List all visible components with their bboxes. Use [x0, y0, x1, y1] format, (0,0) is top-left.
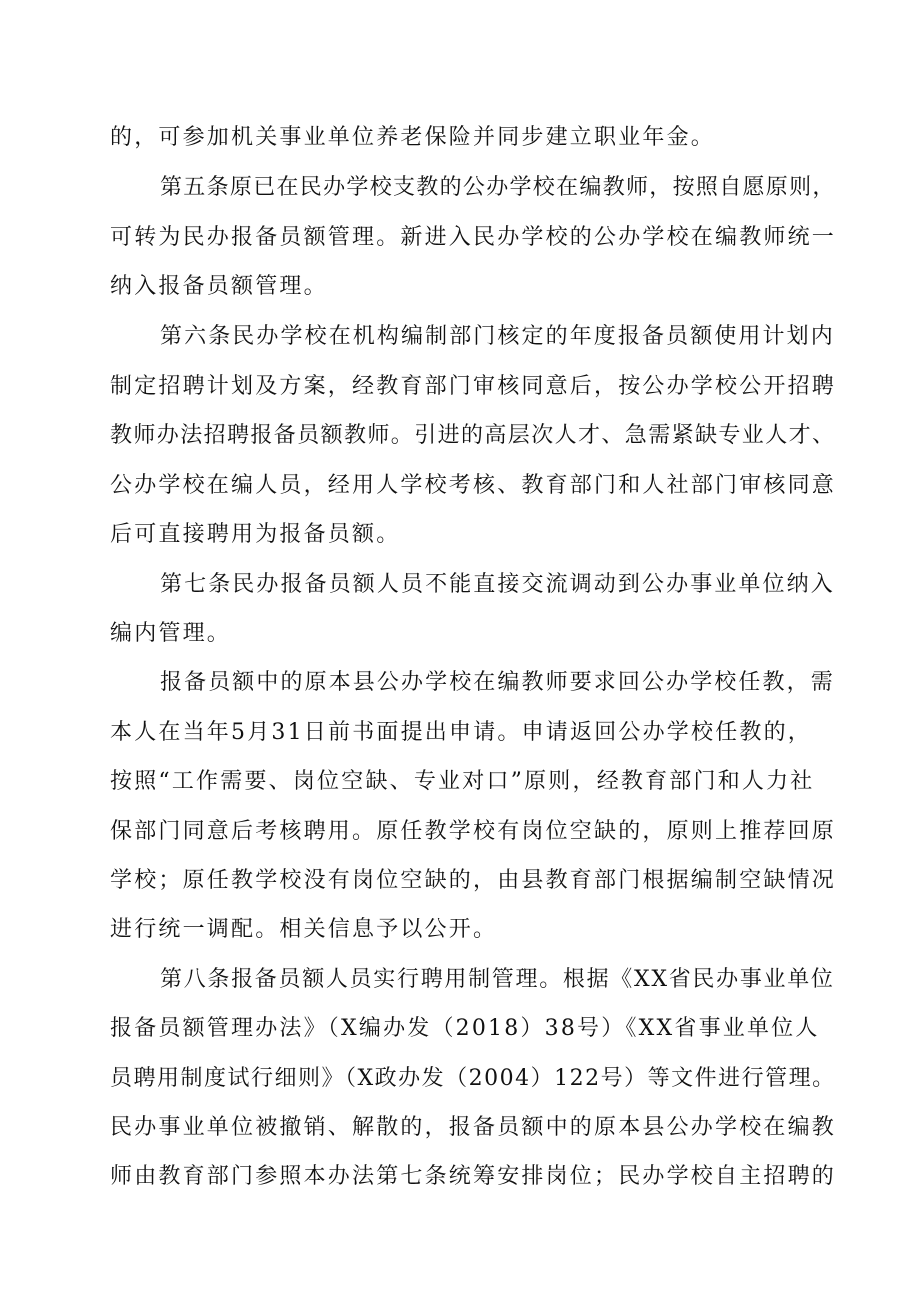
text-line: 纳入报备员额管理。 [110, 274, 328, 299]
text-line: 公办学校在编人员，经用人学校考核、教育部门和人社部门审核同意 [110, 473, 837, 498]
text-line: 后可直接聘用为报备员额。 [110, 522, 401, 547]
text-line: 报备员额管理办法》（X编办发（2018）38号）《XX省事业单位人 [110, 1016, 820, 1041]
text-line: 制定招聘计划及方案，经教育部门审核同意后，按公办学校公开招聘 [110, 374, 837, 399]
text-line: 报备员额中的原本县公办学校在编教师要求回公办学校任教，需 [160, 670, 835, 695]
text-line: 可转为民办报备员额管理。新进入民办学校的公办学校在编教师统一 [110, 225, 837, 250]
text-line: 教师办法招聘报备员额教师。引进的高层次人才、急需紧缺专业人才、 [110, 423, 836, 448]
text-line: 进行统一调配。相关信息予以公开。 [110, 917, 498, 942]
text-line: 师由教育部门参照本办法第七条统筹安排岗位；民办学校自主招聘的 [110, 1164, 837, 1189]
text-line: 第七条民办报备员额人员不能直接交流调动到公办事业单位纳入 [160, 572, 835, 597]
text-line: 本人在当年5月31日前书面提出申请。申请返回公办学校任教的， [110, 720, 812, 745]
text-line: 编内管理。 [110, 621, 232, 646]
text-line: 保部门同意后考核聘用。原任教学校有岗位空缺的，原则上推荐回原 [110, 819, 837, 844]
text-line: 的，可参加机关事业单位养老保险并同步建立职业年金。 [110, 125, 716, 150]
text-line: 第六条民办学校在机构编制部门核定的年度报备员额使用计划内 [160, 324, 835, 349]
text-line: 学校；原任教学校没有岗位空缺的，由县教育部门根据编制空缺情况 [110, 868, 837, 893]
text-line: 第八条报备员额人员实行聘用制管理。根据《XX省民办事业单位 [160, 967, 835, 992]
text-line: 第五条原已在民办学校支教的公办学校在编教师，按照自愿原则， [160, 175, 836, 200]
text-line: 民办事业单位被撤销、解散的，报备员额中的原本县公办学校在编教 [110, 1115, 837, 1140]
text-line: 按照“工作需要、岗位空缺、专业对口”原则，经教育部门和人力社 [110, 769, 815, 794]
text-line: 员聘用制度试行细则》（X政办发（2004）122号）等文件进行管理。 [110, 1066, 836, 1091]
